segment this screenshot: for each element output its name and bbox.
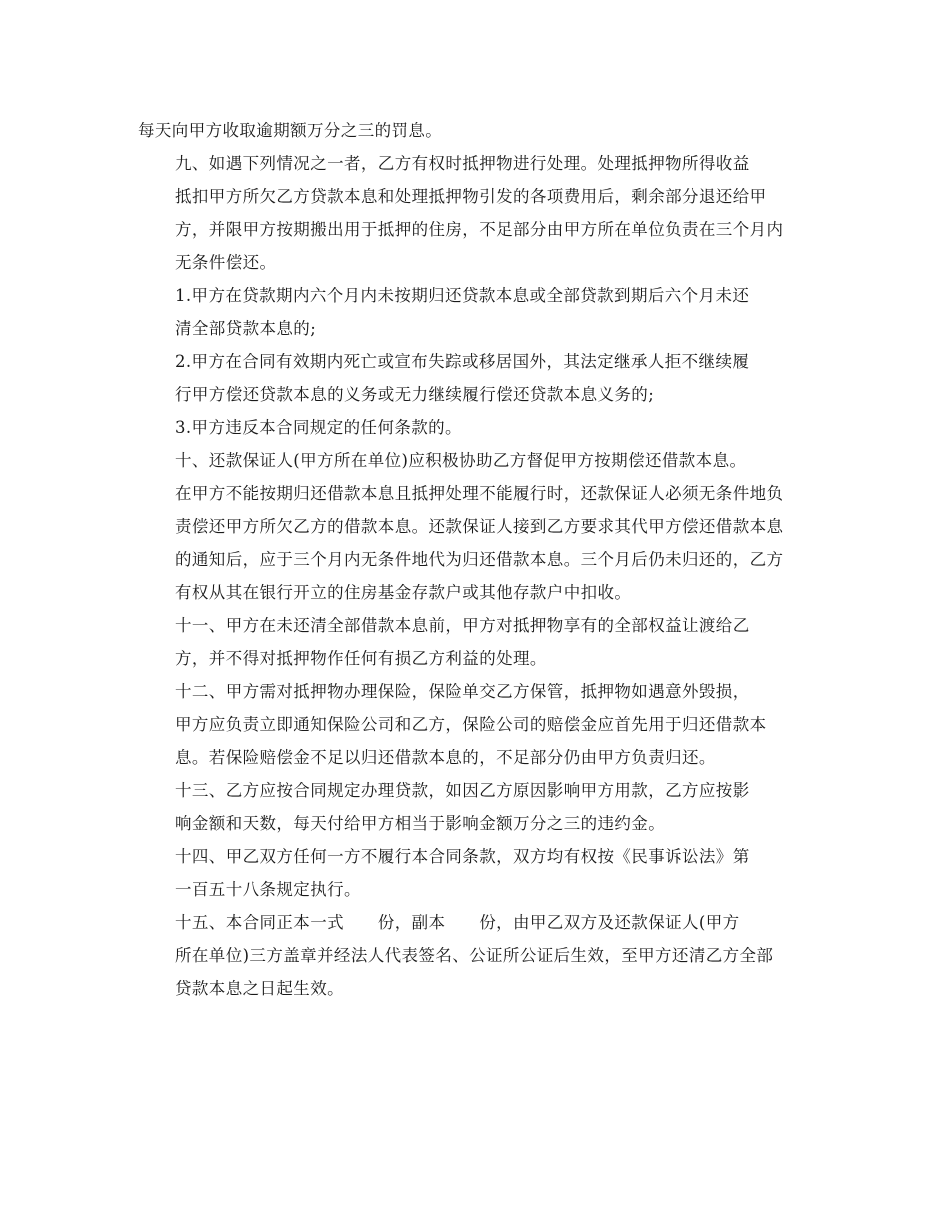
text-line: 3.甲方违反本合同规定的任何条款的。	[175, 418, 462, 437]
text-line: 行甲方偿还贷款本息的义务或无力继续履行偿还贷款本息义务的;	[175, 385, 655, 404]
document-body	[138, 114, 812, 1005]
text-line: 九、如遇下列情况之一者，乙方有权时抵押物进行处理。处理抵押物所得收益	[175, 154, 750, 173]
paragraph-clause-15	[138, 906, 812, 1005]
text-line: 无条件偿还。	[175, 253, 277, 272]
text-line: 抵扣甲方所欠乙方贷款本息和处理抵押物引发的各项费用后，剩余部分退还给甲	[175, 187, 767, 206]
text-line: 一百五十八条规定执行。	[175, 880, 361, 899]
paragraph-clause-14	[138, 840, 812, 906]
text-line: 十二、甲方需对抵押物办理保险，保险单交乙方保管，抵押物如遇意外毁损，	[175, 682, 750, 701]
text-line: 十三、乙方应按合同规定办理贷款，如因乙方原因影响甲方用款，乙方应按影	[175, 781, 750, 800]
text-line: 有权从其在银行开立的住房基金存款户或其他存款户中扣收。	[175, 583, 632, 602]
text-line: 1.甲方在贷款期内六个月内未按期归还贷款本息或全部贷款到期后六个月未还	[175, 286, 750, 305]
text-line: 十四、甲乙双方任何一方不履行本合同条款，双方均有权按《民事诉讼法》第	[175, 847, 750, 866]
text-line: 贷款本息之日起生效。	[175, 979, 344, 998]
text-line: 息。若保险赔偿金不足以归还借款本息的，不足部分仍由甲方负责归还。	[175, 748, 716, 767]
text-line: 甲方应负责立即通知保险公司和乙方，保险公司的赔偿金应首先用于归还借款本	[175, 715, 767, 734]
text-line: 方，并限甲方按期搬出用于抵押的住房，不足部分由甲方所在单位负责在三个月内	[175, 220, 784, 239]
text-line: 2.甲方在合同有效期内死亡或宣布失踪或移居国外，其法定继承人拒不继续履	[175, 352, 750, 371]
paragraph-clause-9	[138, 147, 812, 279]
paragraph-clause-12	[138, 675, 812, 774]
text-line: 十一、甲方在未还清全部借款本息前，甲方对抵押物享有的全部权益让渡给乙	[175, 616, 750, 635]
text-line: 十、还款保证人(甲方所在单位)应积极协助乙方督促甲方按期偿还借款本息。	[175, 451, 747, 470]
paragraph-item-1	[138, 279, 812, 345]
text-line: 清全部贷款本息的;	[175, 319, 317, 338]
paragraph-penalty-interest	[138, 114, 812, 147]
text-line: 方，并不得对抵押物作任何有损乙方利益的处理。	[175, 649, 547, 668]
text-line: 所在单位)三方盖章并经法人代表签名、公证所公证后生效，至甲方还清乙方全部	[175, 946, 774, 965]
paragraph-clause-10	[138, 444, 812, 609]
text-line: 响金额和天数，每天付给甲方相当于影响金额万分之三的违约金。	[175, 814, 666, 833]
paragraph-item-3	[138, 411, 812, 444]
text-line: 每天向甲方收取逾期额万分之三的罚息。	[138, 121, 443, 140]
text-line: 责偿还甲方所欠乙方的借款本息。还款保证人接到乙方要求其代甲方偿还借款本息	[175, 517, 784, 536]
paragraph-item-2	[138, 345, 812, 411]
text-line: 在甲方不能按期归还借款本息且抵押处理不能履行时，还款保证人必须无条件地负	[175, 484, 784, 503]
text-line: 的通知后，应于三个月内无条件地代为归还借款本息。三个月后仍未归还的，乙方	[175, 550, 784, 569]
paragraph-clause-13	[138, 774, 812, 840]
text-line: 十五、本合同正本一式 份，副本 份，由甲乙双方及还款保证人(甲方	[175, 913, 740, 932]
paragraph-clause-11	[138, 609, 812, 675]
